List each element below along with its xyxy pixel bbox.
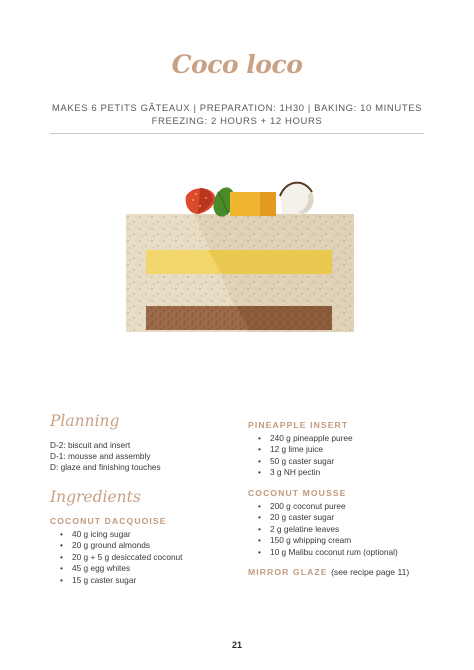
list-item: • 240 g pineapple puree <box>248 433 353 444</box>
mirror-glaze-note: (see recipe page 11) <box>331 567 410 577</box>
list-item: • 200 g coconut puree <box>248 501 398 512</box>
pineapple-insert-list <box>248 433 353 479</box>
list-item: • 20 g ground almonds <box>50 540 182 551</box>
list-item: • 10 g Malibu coconut rum (optional) <box>248 547 398 558</box>
list-item: • 50 g caster sugar <box>248 456 353 467</box>
recipe-meta-line-2: FREEZING: 2 HOURS + 12 HOURS <box>151 116 323 127</box>
divider-rule <box>50 133 424 134</box>
recipe-title: Coco loco <box>171 50 303 79</box>
mango-cube <box>230 192 260 216</box>
list-item: • 2 g gelatine leaves <box>248 524 398 535</box>
list-item: • 40 g icing sugar <box>50 529 182 540</box>
coconut-mousse-title: COCONUT MOUSSE <box>248 488 347 498</box>
list-item: • 3 g NH pectin <box>248 467 353 478</box>
ingredients-heading: Ingredients <box>50 488 141 506</box>
list-item: • 20 g + 5 g desiccated coconut <box>50 552 182 563</box>
list-item: • 150 g whipping cream <box>248 535 398 546</box>
list-item: • 15 g caster sugar <box>50 575 182 586</box>
mirror-glaze-heading <box>248 567 409 577</box>
mirror-glaze-title: MIRROR GLAZE <box>248 567 328 577</box>
cake-slice-illustration <box>126 178 354 332</box>
planning-heading: Planning <box>50 412 120 430</box>
coconut-dacquoise-title: COCONUT DACQUOISE <box>50 516 167 526</box>
planning-line-3: D: glaze and finishing touches <box>50 462 161 472</box>
planning-line-1: D-2: biscuit and insert <box>50 440 131 450</box>
page-number: 21 <box>231 640 242 650</box>
planning-line-2: D-1: mousse and assembly <box>50 451 151 461</box>
coconut-dacquoise-list <box>50 529 182 586</box>
list-item: • 45 g egg whites <box>50 563 182 574</box>
list-item: • 12 g lime juice <box>248 444 353 455</box>
list-item: • 20 g caster sugar <box>248 512 398 523</box>
recipe-meta-line-1: MAKES 6 PETITS GÂTEAUX | PREPARATION: 1H30 | BAKING: 10 MINUTES <box>51 103 423 114</box>
pineapple-insert-title: PINEAPPLE INSERT <box>248 420 349 430</box>
coconut-mousse-list <box>248 501 398 558</box>
